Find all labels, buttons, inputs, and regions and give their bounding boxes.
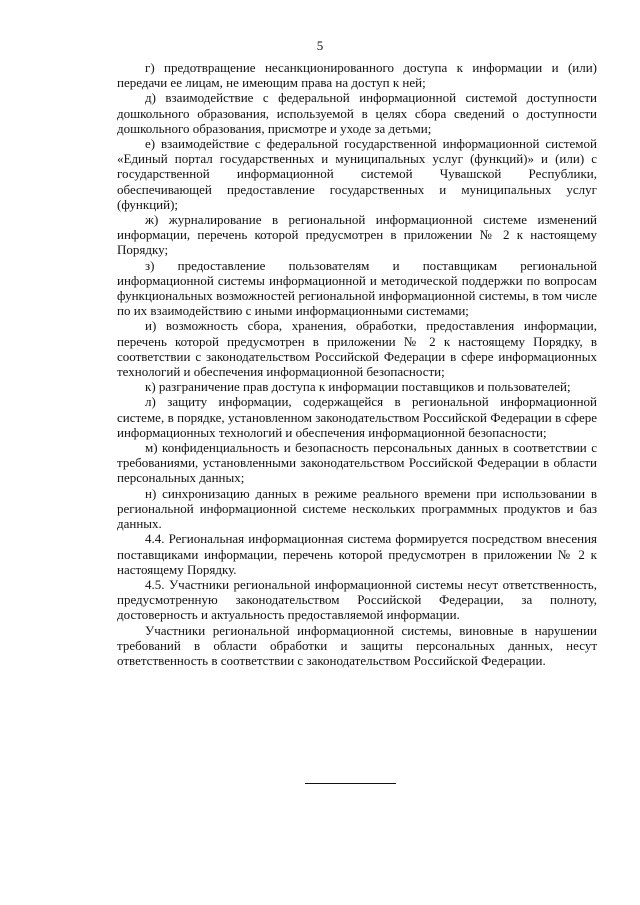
paragraph-section-4-5: 4.5. Участники региональной информационной системы несут ответственность, предусмотренную законодательством Российской Федерации, за полноту, достоверность и актуальность предоставляемой информации. — [117, 576, 597, 623]
paragraph-item-i: и) возможность сбора, хранения, обработки, предоставления информации, перечень которой предусмотрен в приложении № 2 к настоящему Порядку, в соответствии с законодательством Российской Федерации в сфере информационных технологий и обеспечения информационной безопасности; — [117, 318, 597, 380]
document-body — [117, 60, 597, 668]
paragraph-liability: Участники региональной информационной системы, виновные в нарушении требований в области обработки и защиты персональных данных, несут ответственность в соответствии с законодательством Российской Федерации. — [117, 622, 597, 668]
end-separator-line — [305, 783, 396, 784]
paragraph-item-m: м) конфиденциальность и безопасность персональных данных в соответствии с требованиями, установленными законодательством Российской Федерации в области персональных данных; — [117, 440, 597, 486]
page-number: 5 — [316, 38, 324, 53]
paragraph-item-zh: ж) журналирование в региональной информационной системе изменений информации, перечень которой предусмотрен в приложении № 2 к настоящему Порядку; — [117, 212, 597, 258]
paragraph-item-d: д) взаимодействие с федеральной информационной системой доступности дошкольного образования, используемой в целях сбора сведений о доступности дошкольного образования, присмотре и уходе за детьми; — [117, 90, 597, 136]
paragraph-item-e: е) взаимодействие с федеральной государственной информационной системой «Единый портал государственных и муниципальных услуг (функций)» и (или) с государственной информационной системой Чувашской Республики, обеспечивающей предоставление государственных и муниципальных услуг (функций); — [117, 136, 597, 212]
paragraph-item-l: л) защиту информации, содержащейся в региональной информационной системе, в порядке, установленном законодательством Российской Федерации в сфере информационных технологий и обеспечения информационной безопасности; — [117, 394, 597, 440]
paragraph-item-k: к) разграничение прав доступа к информации поставщиков и пользователей; — [145, 379, 571, 395]
paragraph-item-z: з) предоставление пользователям и поставщикам региональной информационной системы информационной и методической поддержки по вопросам функциональных возможностей региональной информационной системы, в том числе по их взаимодействию с иными информационными системами; — [117, 257, 597, 319]
paragraph-item-n: н) синхронизацию данных в режиме реального времени при использовании в региональной информационной системе нескольких программных продуктов и баз данных. — [117, 485, 597, 532]
paragraph-section-4-4: 4.4. Региональная информационная система формируется посредством внесения поставщиками информации, перечень которой предусмотрен в приложении № 2 к настоящему Порядку. — [117, 531, 597, 577]
paragraph-item-g: г) предотвращение несанкционированного доступа к информации и (или) передачи ее лицам, не имеющим права на доступ к ней; — [117, 60, 597, 91]
